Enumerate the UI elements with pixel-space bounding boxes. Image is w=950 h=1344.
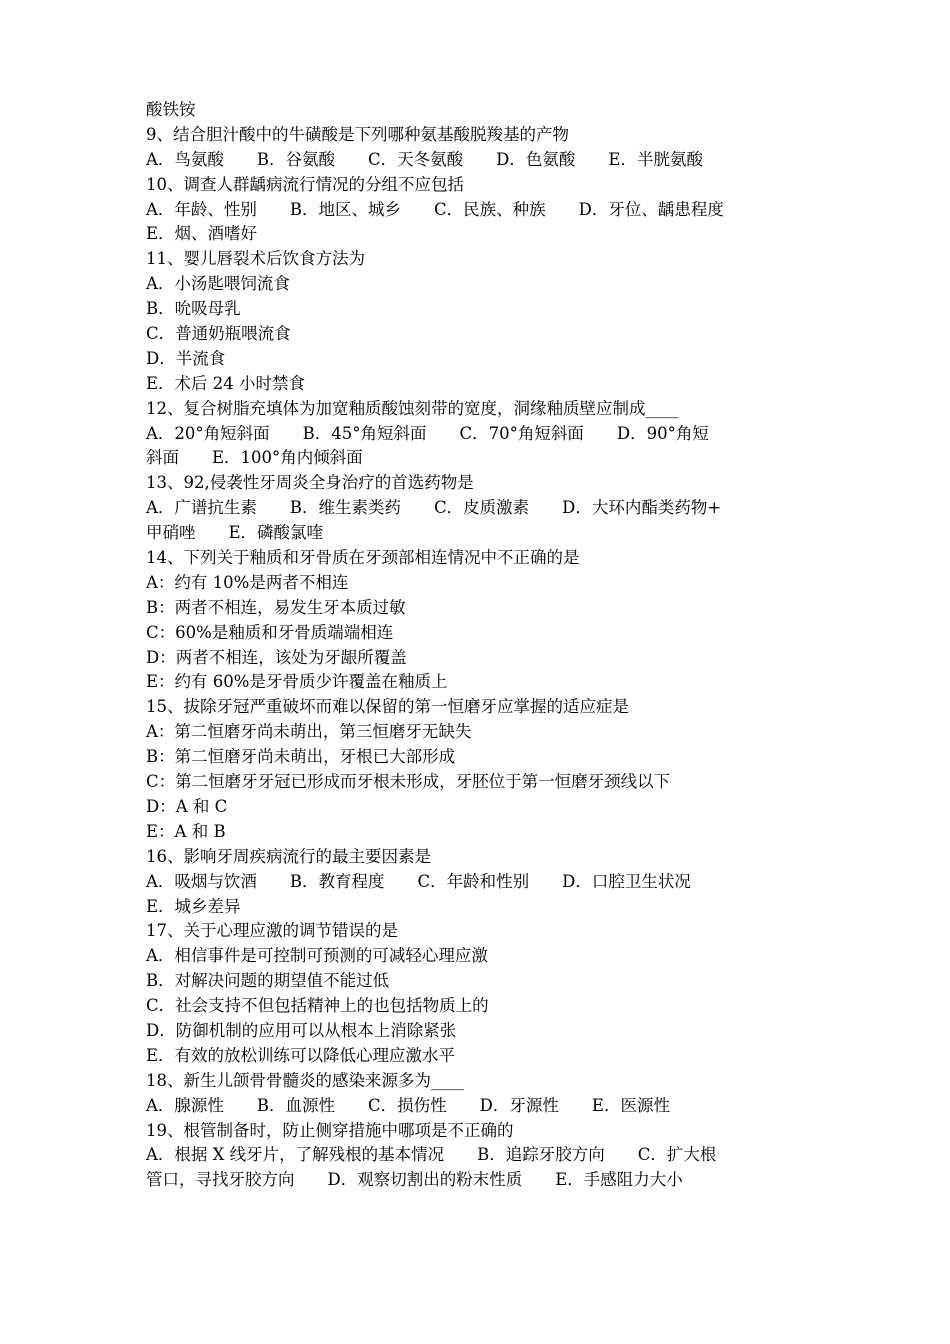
question-12: 12、复合树脂充填体为加宽釉质酸蚀刻带的宽度，洞缘釉质壁应制成____ xyxy=(146,398,679,418)
option-11-b: B．吮吸母乳 xyxy=(146,299,241,319)
options-12-cont: 斜面 E．100°角内倾斜面 xyxy=(146,448,363,468)
option-17-e: E．有效的放松训练可以降低心理应激水平 xyxy=(146,1045,456,1065)
option-17-a: A．相信事件是可控制可预测的可减轻心理应激 xyxy=(146,946,488,966)
option-14-d: D：两者不相连，该处为牙龈所覆盖 xyxy=(146,647,407,667)
question-16: 16、影响牙周疾病流行的最主要因素是 xyxy=(146,846,431,866)
options-10-cont: E．烟、酒嗜好 xyxy=(146,224,258,244)
option-11-e: E．术后 24 小时禁食 xyxy=(146,373,306,393)
options-19-cont: 管口，寻找牙胶方向 D．观察切割出的粉末性质 E．手感阻力大小 xyxy=(146,1170,683,1190)
option-15-c: C：第二恒磨牙牙冠已形成而牙根未形成，牙胚位于第一恒磨牙颈线以下 xyxy=(146,772,671,792)
option-11-c: C．普通奶瓶喂流食 xyxy=(146,324,291,344)
options-13: A．广谱抗生素 B．维生素类药 C．皮质激素 D．大环内酯类药物+ xyxy=(146,498,722,518)
document-page xyxy=(146,98,816,1193)
option-15-e: E：A 和 B xyxy=(146,821,226,841)
options-16-cont: E．城乡差异 xyxy=(146,896,241,916)
option-17-d: D．防御机制的应用可以从根本上消除紧张 xyxy=(146,1020,457,1040)
options-18: A．腺源性 B．血源性 C．损伤性 D．牙源性 E．医源性 xyxy=(146,1095,670,1115)
option-14-a: A：约有 10%是两者不相连 xyxy=(146,572,349,592)
option-14-c: C：60%是釉质和牙骨质端端相连 xyxy=(146,622,394,642)
options-12: A．20°角短斜面 B．45°角短斜面 C．70°角短斜面 D．90°角短 xyxy=(146,423,709,443)
question-15: 15、拔除牙冠严重破坏而难以保留的第一恒磨牙应掌握的适应症是 xyxy=(146,697,629,717)
options-19: A．根据 X 线牙片，了解残根的基本情况 B．追踪牙胶方向 C．扩大根 xyxy=(146,1145,717,1165)
option-15-d: D：A 和 C xyxy=(146,796,228,816)
question-13: 13、92,侵袭性牙周炎全身治疗的首选药物是 xyxy=(146,473,474,493)
option-17-c: C．社会支持不但包括精神上的也包括物质上的 xyxy=(146,996,489,1016)
option-11-d: D．半流食 xyxy=(146,348,226,368)
option-15-a: A：第二恒磨牙尚未萌出，第三恒磨牙无缺失 xyxy=(146,722,472,742)
question-17: 17、关于心理应激的调节错误的是 xyxy=(146,921,398,941)
option-14-e: E：约有 60%是牙骨质少许覆盖在釉质上 xyxy=(146,672,448,692)
question-19: 19、根管制备时，防止侧穿措施中哪项是不正确的 xyxy=(146,1120,514,1140)
question-14: 14、下列关于釉质和牙骨质在牙颈部相连情况中不正确的是 xyxy=(146,548,580,568)
options-16: A．吸烟与饮酒 B．教育程度 C．年龄和性别 D．口腔卫生状况 xyxy=(146,871,691,891)
option-14-b: B：两者不相连，易发生牙本质过敏 xyxy=(146,597,406,617)
question-10: 10、调查人群龋病流行情况的分组不应包括 xyxy=(146,174,464,194)
option-17-b: B．对解决问题的期望值不能过低 xyxy=(146,971,390,991)
question-11: 11、婴儿唇裂术后饮食方法为 xyxy=(146,249,365,269)
options-9: A．鸟氨酸 B．谷氨酸 C．天冬氨酸 D．色氨酸 E．半胱氨酸 xyxy=(146,149,703,169)
options-13-cont: 甲硝唑 E．磷酸氯喹 xyxy=(146,523,324,543)
options-10: A．年龄、性别 B．地区、城乡 C．民族、种族 D．牙位、龋患程度 xyxy=(146,199,724,219)
option-15-b: B：第二恒磨牙尚未萌出，牙根已大部形成 xyxy=(146,747,456,767)
option-11-a: A．小汤匙喂饲流食 xyxy=(146,274,290,294)
question-9: 9、结合胆汁酸中的牛磺酸是下列哪种氨基酸脱羧基的产物 xyxy=(146,124,569,144)
text-line: 酸铁铵 xyxy=(146,100,196,119)
question-18: 18、新生儿颌骨骨髓炎的感染来源多为____ xyxy=(146,1070,464,1090)
